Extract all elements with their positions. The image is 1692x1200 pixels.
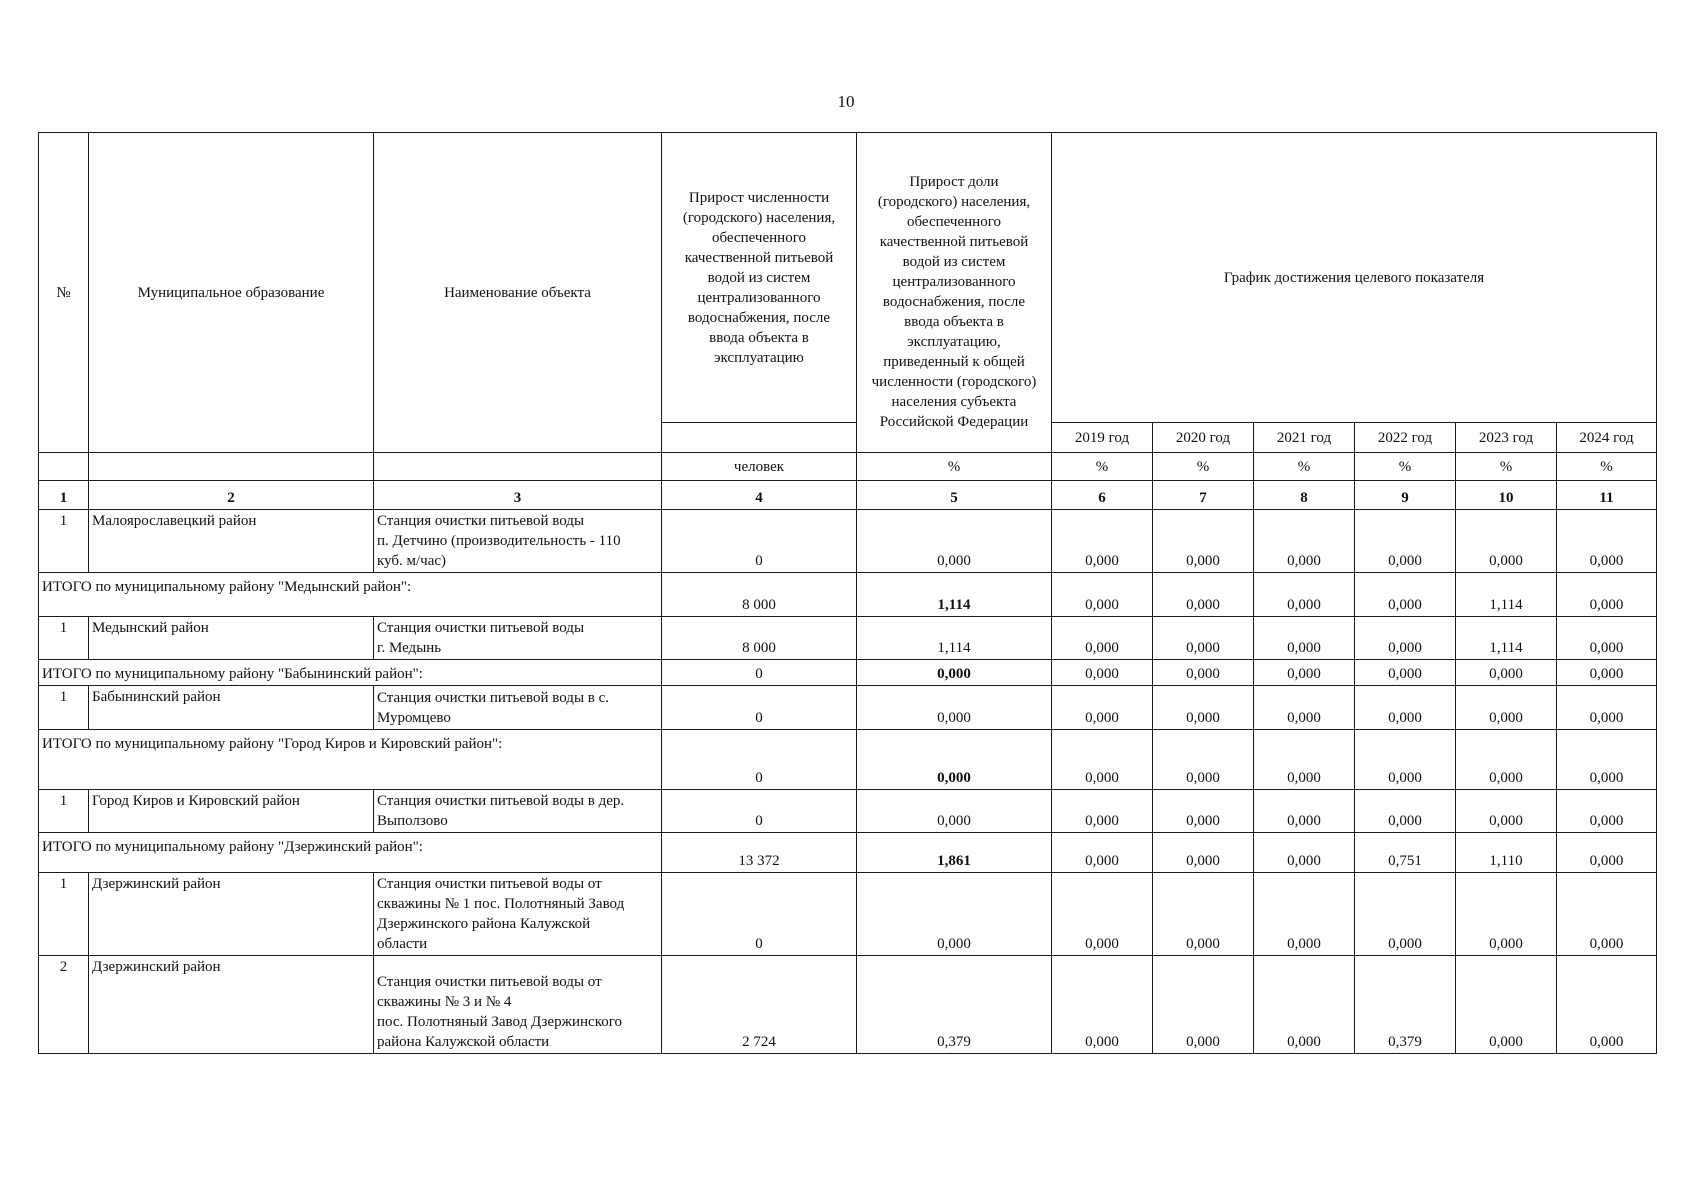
header-year-2022: 2022 год bbox=[1355, 423, 1456, 453]
year-value-2021: 0,000 bbox=[1254, 873, 1355, 956]
row-number: 1 bbox=[39, 510, 89, 573]
unit-blank-1 bbox=[39, 453, 89, 481]
col-number: 3 bbox=[374, 481, 662, 510]
year-value-2023: 1,114 bbox=[1456, 573, 1557, 617]
year-value-2023: 0,000 bbox=[1456, 790, 1557, 833]
year-value-2020: 0,000 bbox=[1153, 660, 1254, 686]
year-value-2019: 0,000 bbox=[1052, 686, 1153, 730]
people-count: 8 000 bbox=[662, 617, 857, 660]
people-count: 0 bbox=[662, 790, 857, 833]
people-count: 2 724 bbox=[662, 956, 857, 1054]
year-value-2024: 0,000 bbox=[1557, 686, 1657, 730]
municipality-name: Город Киров и Кировский район bbox=[89, 790, 374, 833]
year-value-2019: 0,000 bbox=[1052, 730, 1153, 790]
unit-pct: % bbox=[1153, 453, 1254, 481]
year-value-2022: 0,000 bbox=[1355, 730, 1456, 790]
year-value-2024: 0,000 bbox=[1557, 510, 1657, 573]
col-number: 7 bbox=[1153, 481, 1254, 510]
people-count: 0 bbox=[662, 660, 857, 686]
row-number: 2 bbox=[39, 956, 89, 1054]
year-value-2023: 0,000 bbox=[1456, 510, 1557, 573]
year-value-2022: 0,000 bbox=[1355, 686, 1456, 730]
unit-blank-2 bbox=[89, 453, 374, 481]
year-value-2023: 1,114 bbox=[1456, 617, 1557, 660]
year-value-2022: 0,000 bbox=[1355, 510, 1456, 573]
unit-blank-3 bbox=[374, 453, 662, 481]
people-count: 13 372 bbox=[662, 833, 857, 873]
year-value-2023: 1,110 bbox=[1456, 833, 1557, 873]
year-value-2021: 0,000 bbox=[1254, 660, 1355, 686]
row-number: 1 bbox=[39, 873, 89, 956]
table-row bbox=[39, 790, 1657, 833]
year-value-2024: 0,000 bbox=[1557, 730, 1657, 790]
people-count: 8 000 bbox=[662, 573, 857, 617]
year-value-2023: 0,000 bbox=[1456, 730, 1557, 790]
object-name: Станция очистки питьевой воды п. Детчино (производительность - 110 куб. м/час) bbox=[374, 510, 662, 573]
unit-pct: % bbox=[1456, 453, 1557, 481]
object-name: Станция очистки питьевой воды г. Медынь bbox=[374, 617, 662, 660]
year-value-2019: 0,000 bbox=[1052, 873, 1153, 956]
year-value-2020: 0,000 bbox=[1153, 790, 1254, 833]
total-row bbox=[39, 660, 1657, 686]
year-value-2019: 0,000 bbox=[1052, 510, 1153, 573]
total-label: ИТОГО по муниципальному району "Город Киров и Кировский район": bbox=[39, 730, 662, 790]
header-spacer bbox=[662, 423, 857, 453]
col-number: 5 bbox=[857, 481, 1052, 510]
municipality-name: Дзержинский район bbox=[89, 873, 374, 956]
share-pct: 0,000 bbox=[857, 790, 1052, 833]
header-year-2020: 2020 год bbox=[1153, 423, 1254, 453]
year-value-2020: 0,000 bbox=[1153, 956, 1254, 1054]
year-value-2020: 0,000 bbox=[1153, 833, 1254, 873]
header-growth-count: Прирост численности (городского) населения, обеспеченного качественной питьевой водой из систем централизованного водоснабжения, после ввода объекта в эксплуатацию bbox=[662, 133, 857, 423]
year-value-2023: 0,000 bbox=[1456, 956, 1557, 1054]
table-row bbox=[39, 873, 1657, 956]
year-value-2024: 0,000 bbox=[1557, 873, 1657, 956]
unit-pct: % bbox=[1355, 453, 1456, 481]
table-row bbox=[39, 686, 1657, 730]
year-value-2019: 0,000 bbox=[1052, 833, 1153, 873]
total-label: ИТОГО по муниципальному району "Медынский район": bbox=[39, 573, 662, 617]
year-value-2021: 0,000 bbox=[1254, 617, 1355, 660]
share-pct: 1,114 bbox=[857, 573, 1052, 617]
total-row bbox=[39, 730, 1657, 790]
year-value-2022: 0,751 bbox=[1355, 833, 1456, 873]
object-name: Станция очистки питьевой воды от скважины № 1 пос. Полотняный Завод Дзержинского района Калужской области bbox=[374, 873, 662, 956]
year-value-2024: 0,000 bbox=[1557, 617, 1657, 660]
col-number: 10 bbox=[1456, 481, 1557, 510]
municipality-name: Бабынинский район bbox=[89, 686, 374, 730]
year-value-2021: 0,000 bbox=[1254, 573, 1355, 617]
table-row bbox=[39, 956, 1657, 1054]
share-pct: 0,000 bbox=[857, 510, 1052, 573]
year-value-2024: 0,000 bbox=[1557, 573, 1657, 617]
year-value-2024: 0,000 bbox=[1557, 790, 1657, 833]
col-number: 8 bbox=[1254, 481, 1355, 510]
people-count: 0 bbox=[662, 873, 857, 956]
header-year-2021: 2021 год bbox=[1254, 423, 1355, 453]
header-year-2024: 2024 год bbox=[1557, 423, 1657, 453]
year-value-2022: 0,000 bbox=[1355, 617, 1456, 660]
share-pct: 1,114 bbox=[857, 617, 1052, 660]
year-value-2022: 0,000 bbox=[1355, 573, 1456, 617]
year-value-2020: 0,000 bbox=[1153, 730, 1254, 790]
year-value-2019: 0,000 bbox=[1052, 956, 1153, 1054]
share-pct: 0,000 bbox=[857, 873, 1052, 956]
row-number: 1 bbox=[39, 617, 89, 660]
year-value-2020: 0,000 bbox=[1153, 573, 1254, 617]
share-pct: 0,000 bbox=[857, 686, 1052, 730]
share-pct: 1,861 bbox=[857, 833, 1052, 873]
year-value-2021: 0,000 bbox=[1254, 686, 1355, 730]
object-name: Станция очистки питьевой воды в с. Муромцево bbox=[374, 686, 662, 730]
table-row bbox=[39, 510, 1657, 573]
year-value-2020: 0,000 bbox=[1153, 617, 1254, 660]
year-value-2021: 0,000 bbox=[1254, 730, 1355, 790]
share-pct: 0,000 bbox=[857, 660, 1052, 686]
year-value-2023: 0,000 bbox=[1456, 686, 1557, 730]
year-value-2021: 0,000 bbox=[1254, 956, 1355, 1054]
municipality-name: Дзержинский район bbox=[89, 956, 374, 1054]
year-value-2020: 0,000 bbox=[1153, 686, 1254, 730]
share-pct: 0,000 bbox=[857, 730, 1052, 790]
year-value-2023: 0,000 bbox=[1456, 873, 1557, 956]
row-number: 1 bbox=[39, 686, 89, 730]
people-count: 0 bbox=[662, 730, 857, 790]
year-value-2019: 0,000 bbox=[1052, 617, 1153, 660]
col-number: 4 bbox=[662, 481, 857, 510]
col-number: 2 bbox=[89, 481, 374, 510]
row-number: 1 bbox=[39, 790, 89, 833]
col-number: 6 bbox=[1052, 481, 1153, 510]
header-no: № bbox=[39, 133, 89, 453]
unit-pct: % bbox=[1254, 453, 1355, 481]
year-value-2024: 0,000 bbox=[1557, 660, 1657, 686]
header-object-name: Наименование объекта bbox=[374, 133, 662, 453]
header-year-2023: 2023 год bbox=[1456, 423, 1557, 453]
year-value-2019: 0,000 bbox=[1052, 573, 1153, 617]
total-row bbox=[39, 833, 1657, 873]
unit-pct: % bbox=[1557, 453, 1657, 481]
unit-pct: % bbox=[857, 453, 1052, 481]
header-growth-share: Прирост доли (городского) населения, обеспеченного качественной питьевой водой из систем централизованного водоснабжения, после ввода объекта в эксплуатацию, приведенный к общей численности (городского) населения субъекта Российской Федерации bbox=[857, 133, 1052, 453]
col-number: 11 bbox=[1557, 481, 1657, 510]
total-label: ИТОГО по муниципальному району "Дзержинский район": bbox=[39, 833, 662, 873]
col-number: 1 bbox=[39, 481, 89, 510]
year-value-2022: 0,379 bbox=[1355, 956, 1456, 1054]
year-value-2022: 0,000 bbox=[1355, 790, 1456, 833]
year-value-2020: 0,000 bbox=[1153, 873, 1254, 956]
year-value-2021: 0,000 bbox=[1254, 790, 1355, 833]
people-count: 0 bbox=[662, 686, 857, 730]
total-label: ИТОГО по муниципальному району "Бабынинский район": bbox=[39, 660, 662, 686]
municipality-name: Малоярославецкий район bbox=[89, 510, 374, 573]
year-value-2019: 0,000 bbox=[1052, 790, 1153, 833]
year-value-2024: 0,000 bbox=[1557, 833, 1657, 873]
municipality-name: Медынский район bbox=[89, 617, 374, 660]
year-value-2019: 0,000 bbox=[1052, 660, 1153, 686]
share-pct: 0,379 bbox=[857, 956, 1052, 1054]
year-value-2022: 0,000 bbox=[1355, 873, 1456, 956]
header-schedule: График достижения целевого показателя bbox=[1052, 133, 1657, 423]
page-number: 10 bbox=[837, 92, 855, 111]
object-name: Станция очистки питьевой воды в дер. Выползово bbox=[374, 790, 662, 833]
unit-people: человек bbox=[662, 453, 857, 481]
people-count: 0 bbox=[662, 510, 857, 573]
col-number: 9 bbox=[1355, 481, 1456, 510]
water-supply-target-table bbox=[38, 132, 1657, 1054]
table-row bbox=[39, 617, 1657, 660]
unit-pct: % bbox=[1052, 453, 1153, 481]
year-value-2020: 0,000 bbox=[1153, 510, 1254, 573]
year-value-2021: 0,000 bbox=[1254, 510, 1355, 573]
column-number-row bbox=[39, 481, 1657, 510]
year-value-2023: 0,000 bbox=[1456, 660, 1557, 686]
object-name: Станция очистки питьевой воды от скважины № 3 и № 4 пос. Полотняный Завод Дзержинского района Калужской области bbox=[374, 956, 662, 1054]
total-row bbox=[39, 573, 1657, 617]
year-value-2022: 0,000 bbox=[1355, 660, 1456, 686]
header-year-2019: 2019 год bbox=[1052, 423, 1153, 453]
year-value-2024: 0,000 bbox=[1557, 956, 1657, 1054]
header-municipality: Муниципальное образование bbox=[89, 133, 374, 453]
year-value-2021: 0,000 bbox=[1254, 833, 1355, 873]
